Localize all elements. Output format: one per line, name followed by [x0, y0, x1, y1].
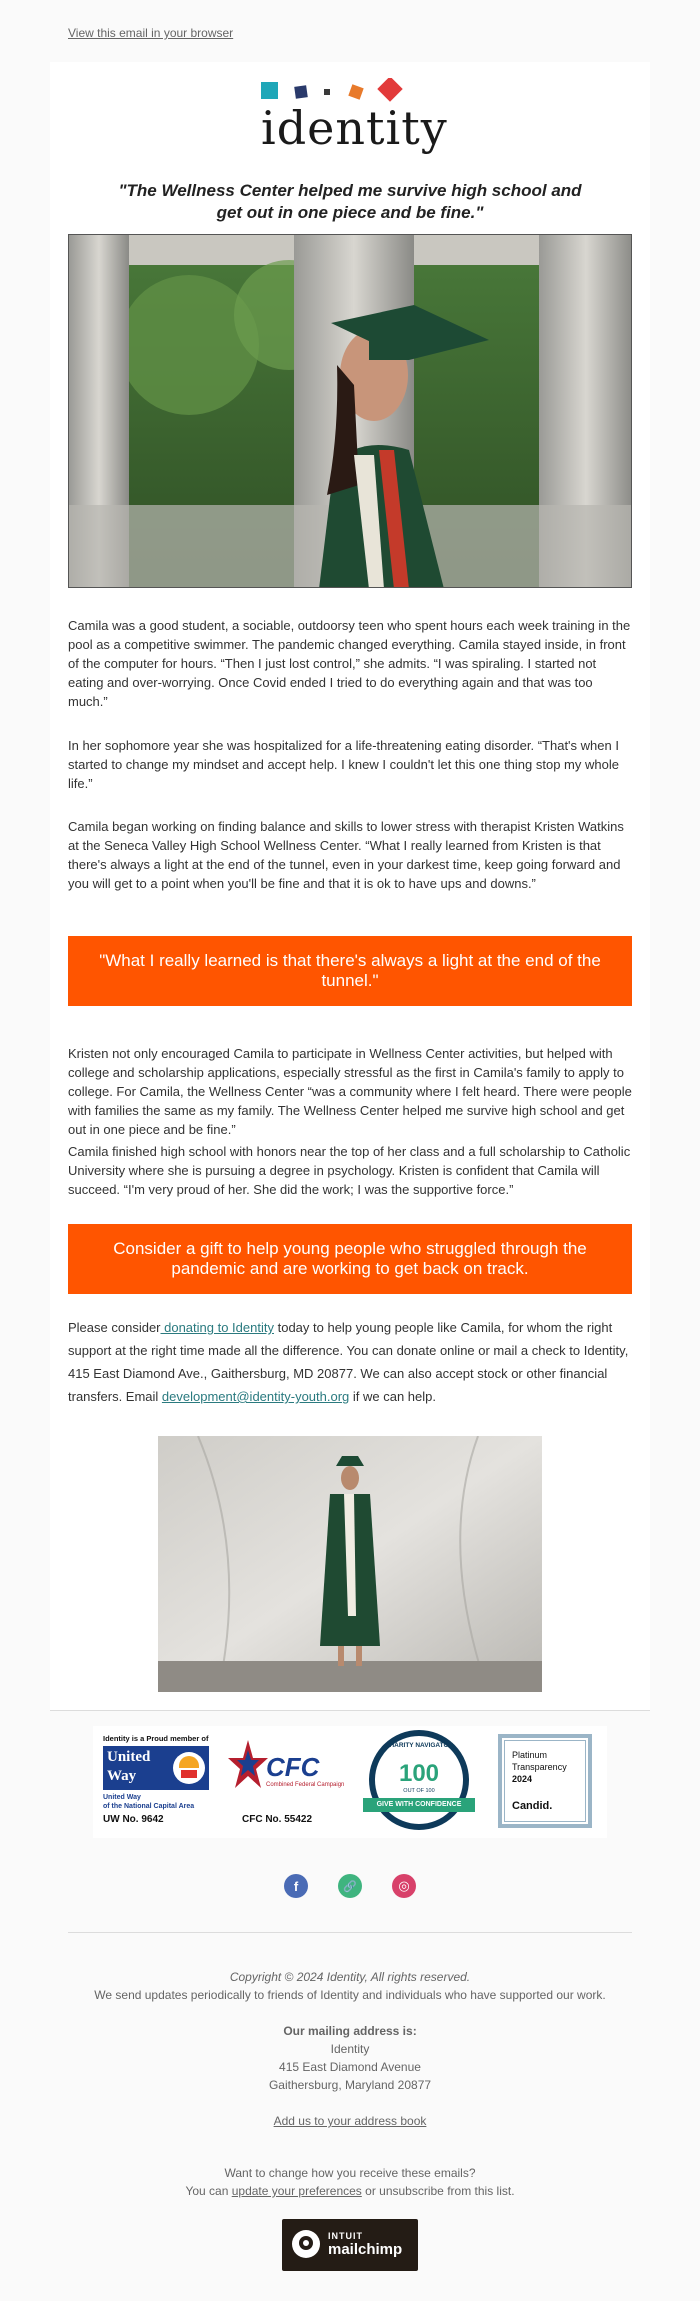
mailchimp-intuit: INTUIT [328, 2231, 363, 2241]
facebook-icon[interactable]: f [284, 1874, 308, 1898]
candid-year: 2024 [512, 1774, 533, 1784]
giving-text-1: Please consider [68, 1320, 161, 1335]
cfc-star-icon [228, 1736, 268, 1796]
charity-navigator-badge[interactable] [363, 1730, 483, 1834]
mailing-address-label: Our mailing address is: [283, 2024, 417, 2038]
story-paragraph-2: In her sophomore year she was hospitalized for a life-threatening eating disorder. “That's when I started to change my mindset and accept help. I knew I couldn't let this one thing stop my whole life.” [68, 738, 619, 791]
story-paragraph-3: Camila began working on finding balance and skills to lower stress with therapist Kristen Watkins at the Seneca Valley High School Wellness Center. “What I really learned from Kristen is that there's always a light at the end of the tunnel, even in your darkest time, keep going forward and you will get to a point when you'll be fine and that it is ok to have ups and downs.” [68, 819, 624, 891]
candid-line-1: Platinum [512, 1750, 548, 1760]
cfc-number: CFC No. 55422 [242, 1814, 313, 1825]
address-line-2: 415 East Diamond Avenue [279, 2060, 421, 2074]
charity-navigator-score: 100 [398, 1760, 440, 1787]
headline-quote: "The Wellness Center helped me survive high school and get out in one piece and be fine." [118, 181, 582, 222]
mailchimp-badge[interactable] [282, 2219, 418, 2271]
footer-divider [68, 1932, 632, 1933]
united-way-brand-2: Way [107, 1768, 137, 1784]
camila-full-length-photo [158, 1436, 542, 1692]
united-way-sub-2: of the National Capital Area [103, 1803, 195, 1810]
united-way-badge[interactable] [103, 1734, 221, 1830]
cta-banner [68, 1224, 632, 1294]
candid-line-2: Transparency [512, 1762, 567, 1772]
cfc-brand: CFC [266, 1752, 320, 1782]
logo-square-teal [261, 82, 278, 99]
address-book-row [68, 2112, 632, 2130]
united-way-hand-icon [173, 1752, 205, 1784]
giving-text-2: today to help young people like Camila, for whom the right support at the right time made all the difference. You can donate online or mail a check to Identity, 415 East Diamond Ave., Gaithersburg, MD 20877. We can also accept stock or other financial transfers. Email [68, 1320, 629, 1404]
camila-graduation-photo [68, 234, 632, 588]
address-line-1: Identity [330, 2042, 370, 2056]
logo-square-dark [324, 89, 330, 95]
address-line-3: Gaithersburg, Maryland 20877 [268, 2078, 432, 2092]
updates-text: We send updates periodically to friends of Identity and individuals who have supported our work. [94, 1988, 606, 2002]
logo-square-navy [294, 85, 308, 99]
development-email-link[interactable]: development@identity-youth.org [161, 1389, 350, 1404]
you-can-text: You can [185, 2184, 232, 2198]
accreditation-badges [93, 1726, 607, 1838]
charity-navigator-ring-text: CHARITY NAVIGATOR [384, 1742, 454, 1749]
change-question: Want to change how you receive these emails? [224, 2166, 476, 2180]
charity-navigator-ribbon: GIVE WITH CONFIDENCE [363, 1798, 475, 1812]
united-way-member-text: Identity is a Proud member of [103, 1734, 209, 1743]
instagram-icon[interactable]: ◎ [392, 1874, 416, 1898]
update-preferences-link[interactable]: update your preferences [231, 2184, 362, 2198]
mailchimp-wordmark: mailchimp [328, 2241, 403, 2258]
view-in-browser-link[interactable]: View this email in your browser [68, 26, 234, 40]
candid-brand: Candid. [512, 1800, 553, 1812]
preferences-row [68, 2182, 632, 2200]
story-paragraph-5: Camila finished high school with honors near the top of her class and a full scholarship to Catholic University where she is pursuing a degree in psychology. Kristen is confident that Camila will succeed. “I'm very proud of her. She did the work; I was the supportive force.” [68, 1144, 631, 1197]
donate-link[interactable]: donating to Identity [160, 1320, 274, 1335]
united-way-sub-1: United Way [103, 1794, 141, 1801]
cta-banner-text: Consider a gift to help young people who struggled through the pandemic and are working to get back on track. [113, 1239, 587, 1278]
cfc-sub: Combined Federal Campaign [266, 1782, 345, 1788]
charity-navigator-out-of: OUT OF 100 [403, 1788, 435, 1794]
united-way-brand-1: United [107, 1749, 151, 1765]
pull-quote-banner [68, 936, 632, 1006]
story-paragraph-4: Kristen not only encouraged Camila to participate in Wellness Center activities, but helped with college and scholarship applications, especially stressful as the first in Camila's family to apply to college. For Camila, the Wellness Center “was a community where I felt heard. There were people with families the same as my family. The Wellness Center helped me survive high school and get out in one piece and be fine.” [68, 1046, 632, 1137]
giving-text-3: if we can help. [349, 1389, 436, 1404]
cfc-badge[interactable] [228, 1734, 348, 1830]
united-way-number: UW No. 9642 [103, 1814, 164, 1825]
story-paragraph-1: Camila was a good student, a sociable, outdoorsy teen who spent hours each week training in the pool as a competitive swimmer. The pandemic changed everything. Camila stayed inside, in front of the computer for hours. “Then I just lost control,” she admits. “I was spiraling. I started not eating and over-worrying. Once Covid ended I tried to do everything again and that was too much.” [68, 618, 631, 709]
website-link-icon[interactable]: 🔗 [338, 1874, 362, 1898]
copyright-text: Copyright © 2024 Identity, All rights reserved. [229, 1970, 471, 1984]
logo-wordmark: identity [261, 101, 448, 155]
pull-quote-text: "What I really learned is that there's always a light at the end of the tunnel." [99, 951, 601, 990]
section-divider [50, 1710, 650, 1711]
unsubscribe-text: or unsubscribe from this list. [361, 2184, 515, 2198]
identity-logo[interactable] [255, 78, 448, 168]
add-to-address-book-link[interactable]: Add us to your address book [273, 2114, 427, 2128]
candid-badge[interactable] [498, 1734, 592, 1828]
giving-paragraph [68, 1316, 632, 1408]
mailchimp-freddie-icon [292, 2230, 320, 2258]
united-way-logo [103, 1746, 209, 1790]
